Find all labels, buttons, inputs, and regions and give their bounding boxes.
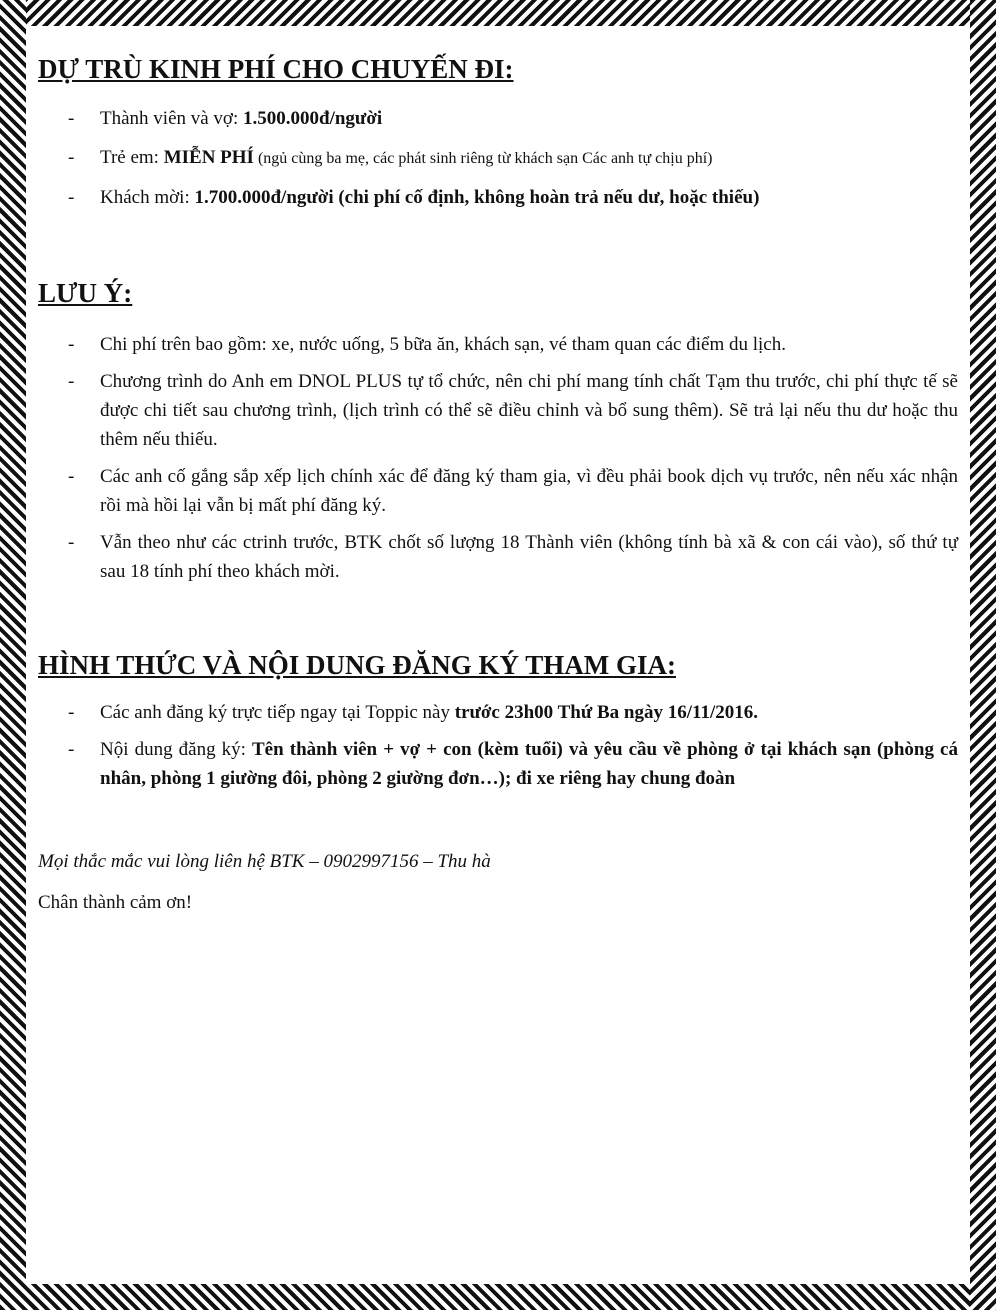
- thanks-line: Chân thành cảm ơn!: [38, 892, 193, 913]
- list-item: - Vẫn theo như các ctrinh trước, BTK chốt số lượng 18 Thành viên (không tính bà xã & con cái vào), số thứ tự sau 18 tính phí theo khách mời.: [38, 528, 958, 586]
- section-heading-budget: DỰ TRÙ KINH PHÍ CHO CHUYẾN ĐI:: [38, 54, 514, 84]
- item-value: MIỄN PHÍ: [163, 147, 254, 168]
- decorative-border-left: [0, 0, 26, 1310]
- list-item: - Chi phí trên bao gồm: xe, nước uống, 5 bữa ăn, khách sạn, vé tham quan các điểm du lịch.: [38, 330, 958, 359]
- list-item: [38, 104, 958, 133]
- contact-line: Mọi thắc mắc vui lòng liên hệ BTK – 0902997156 – Thu hà: [38, 851, 491, 872]
- document-body: [38, 52, 958, 917]
- decorative-border-top: [0, 0, 996, 26]
- item-label: Trẻ em:: [100, 147, 164, 168]
- list-item: [38, 698, 958, 727]
- item-text: Các anh đăng ký trực tiếp ngay tại Toppic này: [100, 702, 455, 723]
- notes-list: [38, 330, 958, 586]
- item-requirements: Tên thành viên + vợ + con (kèm tuổi) và yêu cầu về phòng ở tại khách sạn (phòng cá nhân, phòng 1 giường đôi, phòng 2 giường đơn…); đi xe riêng hay chung đoàn: [100, 739, 958, 789]
- decorative-border-bottom: [0, 1284, 996, 1310]
- item-value: 1.500.000đ/người: [243, 108, 383, 129]
- item-label: Khách mời:: [100, 187, 195, 208]
- list-item: - Chương trình do Anh em DNOL PLUS tự tổ chức, nên chi phí mang tính chất Tạm thu trước, chi phí thực tế sẽ được chi tiết sau chương trình, (lịch trình có thể sẽ điều chỉnh và bổ sung thêm). Sẽ trả lại nếu thu dư hoặc thu thêm nếu thiếu.: [38, 367, 958, 454]
- item-label: Thành viên và vợ:: [100, 108, 244, 129]
- item-text: Nội dung đăng ký:: [100, 739, 252, 760]
- decorative-border-right: [970, 0, 996, 1310]
- section-heading-notes: LƯU Ý:: [38, 278, 133, 308]
- list-item: [38, 735, 958, 793]
- item-deadline: trước 23h00 Thứ Ba ngày 16/11/2016.: [454, 702, 758, 723]
- item-note: (ngủ cùng ba mẹ, các phát sinh riêng từ khách sạn Các anh tự chịu phí): [253, 150, 713, 167]
- section-heading-registration: HÌNH THỨC VÀ NỘI DUNG ĐĂNG KÝ THAM GIA:: [38, 650, 677, 680]
- list-item: [38, 183, 958, 212]
- budget-list: [38, 104, 958, 212]
- list-item: [38, 143, 958, 173]
- item-value: 1.700.000đ/người (chi phí cố định, không hoàn trả nếu dư, hoặc thiếu): [194, 187, 760, 208]
- list-item: - Các anh cố gắng sắp xếp lịch chính xác để đăng ký tham gia, vì đều phải book dịch vụ trước, nên nếu xác nhận rồi mà hồi lại vẫn bị mất phí đăng ký.: [38, 462, 958, 520]
- registration-list: [38, 698, 958, 793]
